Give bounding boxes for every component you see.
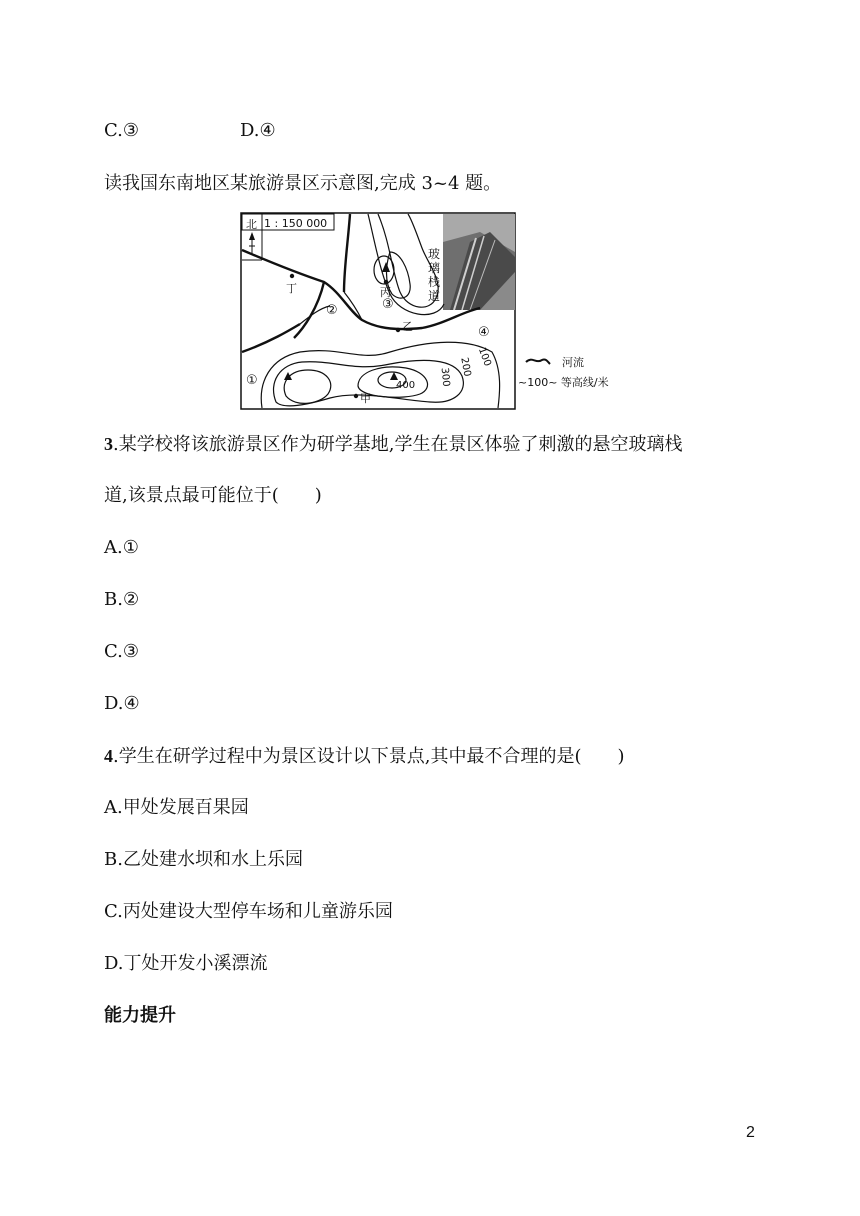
q4-option-d: D.丁处开发小溪漂流 [104,953,268,974]
question-3-number: 3 [104,434,113,454]
svg-text:栈: 栈 [428,275,441,289]
map-legend [518,352,630,392]
point-ding: 丁 [286,282,297,295]
q3-option-b: B.② [104,589,140,610]
svg-text:璃: 璃 [428,261,441,275]
contour-label-300: 300 [438,367,452,388]
section-title: 能力提升 [104,1005,176,1026]
scenic-area-map [240,212,516,410]
legend-contour: ~100~ 等高线/米 [518,376,609,389]
area-3: ③ [382,297,394,312]
river-legend-icon [526,359,550,364]
svg-text:玻: 玻 [428,247,441,261]
area-2: ② [326,303,338,318]
contour-label-400: 400 [396,380,416,391]
question-3-text-line1: .某学校将该旅游景区作为研学基地,学生在景区体验了刺激的悬空玻璃栈 [113,434,683,455]
glass-walkway-label [428,246,440,303]
glass-walkway-photo [443,214,515,310]
legend-river: 河流 [562,356,584,369]
svg-text:道: 道 [428,289,441,303]
question-3-text-line2: 道,该景点最可能位于( ) [104,485,322,506]
point-bing: 丙 [380,286,391,299]
prev-option-d: D.④ [240,120,276,141]
map-scale: 1 : 150 000 [264,217,328,230]
q4-option-b: B.乙处建水坝和水上乐园 [104,849,303,870]
question-3 [104,432,682,457]
q3-option-c: C.③ [104,641,139,662]
intro-text: 读我国东南地区某旅游景区示意图,完成 3~4 题。 [104,173,502,194]
point-yi: 乙 [402,320,413,333]
q3-option-d: D.④ [104,693,140,714]
north-label: 北 [246,218,257,231]
area-1: ① [246,373,258,388]
q4-option-a: A.甲处发展百果园 [104,797,249,818]
contour-label-200: 200 [458,356,473,378]
question-4 [104,744,625,769]
area-4: ④ [478,325,490,340]
question-4-text: .学生在研学过程中为景区设计以下景点,其中最不合理的是( ) [113,746,625,767]
prev-option-c: C.③ [104,120,139,141]
page-number: 2 [746,1124,755,1141]
q4-option-c: C.丙处建设大型停车场和儿童游乐园 [104,901,393,922]
question-4-number: 4 [104,746,113,766]
point-jia: 甲 [360,392,371,405]
q3-option-a: A.① [104,537,139,558]
contour-label-100: 100 [475,346,493,368]
